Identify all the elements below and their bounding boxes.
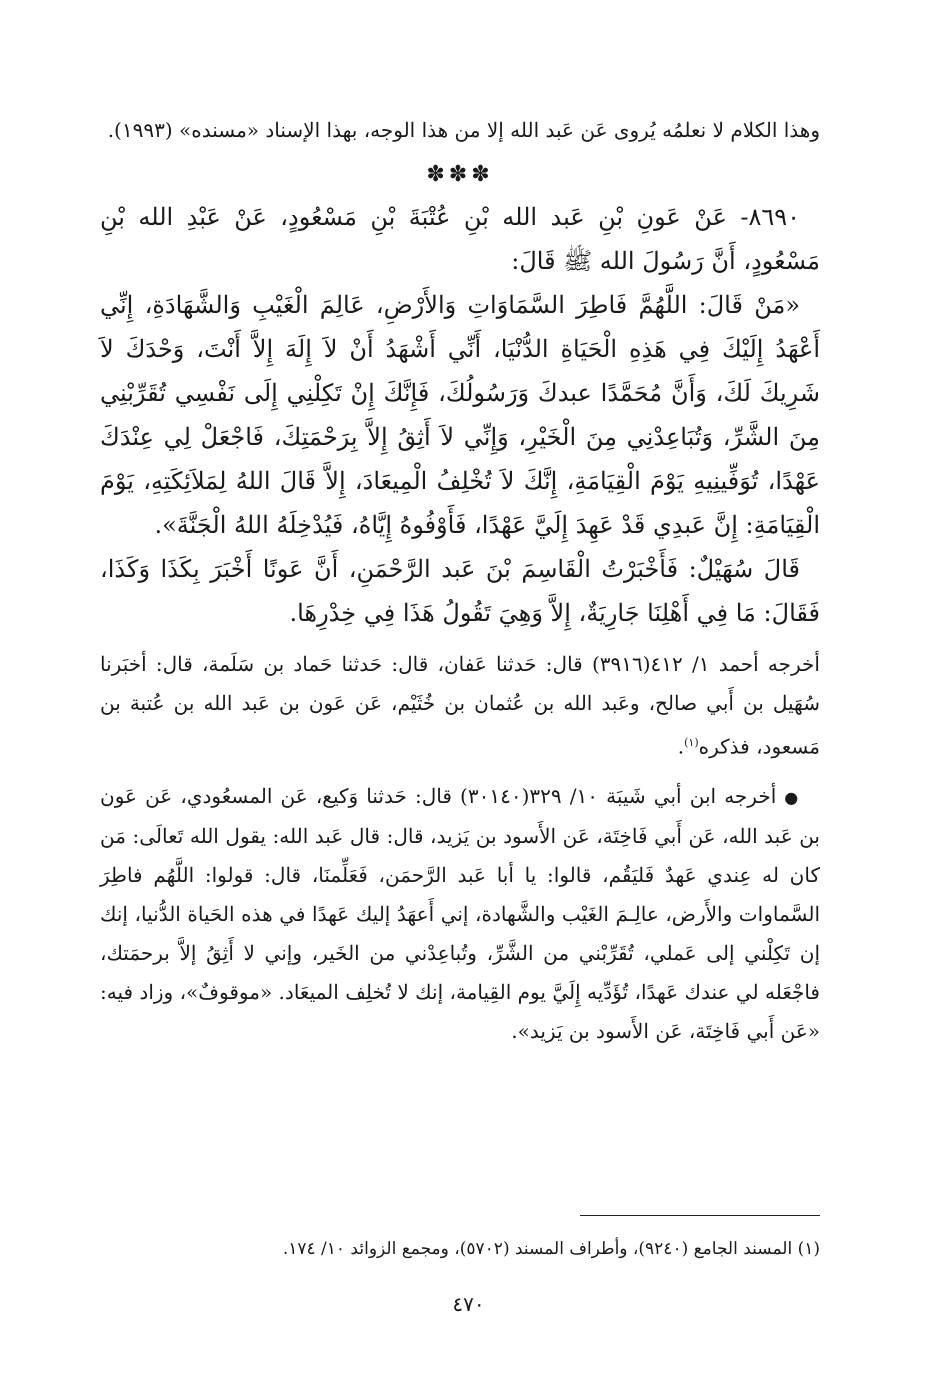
takhrij-ibn-abi-shaybah-text: أخرجه ابن أبي شَيبَة ١٠/ ٣٢٩(٣٠١٤٠) قال: حَدثنا وَكيع، عَن المسعُودي، عَن عَون بن عَبد الله، عَن أَبي فَاخِتَة، عَن الأَسود بن يَزيد، قال: قال عَبد الله: يقول الله تَعالَى: مَن كان له عِندي عَهدٌ فَليَقُم، قالوا: يا أبا عَبد الرَّحمَن، فَعَلِّمنَا، قال: قولوا: اللَّهُم فاطِرَ السَّماوات والأَرض، عالِـمَ الغَيْب والشَّهادة، إني أَعهَدُ إليك عَهدًا في هذه الحَياة الدُّنيا، إنك إن تَكِلْني إلى عَملي، تُقَرِّبْني من الشَّرِّ، وتُباعِدْني من الخَير، وإني لا أَثِقُ إلاَّ برحمَتك، فاجْعَله لي عندك عَهدًا، تُؤَدِّيه إِلَيَّ يوم القِيامة، إنك لا تُخلِف الميعَاد. «موقوفٌ»، وزاد فيه: «عَن أَبي فَاخِتَة، عَن الأَسود بن يَزيد». (100, 783, 820, 1043)
hadith-isnad: ٨٦٩٠- عَنْ عَونِ بْنِ عَبد الله بْنِ عُتْبَةَ بْنِ مَسْعُودٍ، عَنْ عَبْدِ الله بْنِ مَسْعُودٍ، أَنَّ رَسُولَ الله ﷺ قَالَ: (100, 203, 820, 275)
page-number: ٤٧٠ (452, 1292, 485, 1316)
takhrij-ahmad-end: . (677, 734, 685, 759)
takhrij-ahmad-text: أخرجه أحمد ١/ ٤١٢(٣٩١٦) قال: حَدثنا عَفان، قال: حَدثنا حَماد بن سَلَمة، قال: أخبَرنا سُهَيل بن أَبي صالح، وعَبد الله بن عُثمان بن خُثَيْم، عَن عَون بن عَبد الله بن عُتبة بن مَسعود، فذكره (100, 652, 820, 759)
footnote: (١) المسند الجامع (٩٢٤٠)، وأطراف المسند (٥٧٠٢)، ومجمع الزوائد ١٠/ ١٧٤. (282, 1239, 820, 1259)
takhrij-ahmad (100, 645, 820, 767)
page-body (100, 110, 820, 1051)
hadith-suhayl-note: قَالَ سُهَيْلٌ: فَأَخْبَرْتُ الْقَاسِمَ بْنَ عَبد الرَّحْمَنِ، أَنَّ عَونًا أَخْبَرَ بِكَذَا وَكَذَا، فَقَالَ: مَا فِي أَهْلِنَا جَارِيَةٌ، إِلاَّ وَهِيَ تَقُولُ هَذَا فِي خِدْرِهَا. (100, 555, 820, 627)
section-separator: ✽✽✽ (426, 162, 494, 187)
bullet-icon: ● (784, 787, 800, 807)
hadith-matn: «مَنْ قَالَ: اللَّهُمَّ فَاطِرَ السَّمَاوَاتِ وَالأَرْضِ، عَالِمَ الْغَيْبِ وَالشَّهَادَةِ، إِنِّي أَعْهَدُ إِلَيْكَ فِي هَذِهِ الْحَيَاةِ الدُّنْيَا، أَنِّي أَشْهَدُ أَنْ لاَ إِلَهَ إِلاَّ أَنْتَ، وَحْدَكَ لاَ شَرِيكَ لَكَ، وَأَنَّ مُحَمَّدًا عبدكَ وَرَسُولُكَ، فَإِنَّكَ إِنْ تَكِلْنِي إِلَى نَفْسِي تُقَرِّبْنِي مِنَ الشَّرِّ، وَتُبَاعِدْنِي مِنَ الْخَيْرِ، وَإِنِّي لاَ أَثِقُ إِلاَّ بِرَحْمَتِكَ، فَاجْعَلْ لِي عِنْدَكَ عَهْدًا، تُوَفِّينِيهِ يَوْمَ الْقِيَامَةِ، إِنَّكَ لاَ تُخْلِفُ الْمِيعَادَ، إِلاَّ قَالَ اللهُ لِمَلاَئِكَتِهِ، يَوْمَ الْقِيَامَةِ: إِنَّ عَبدِي قَدْ عَهِدَ إِلَيَّ عَهْدًا، فَأَوْفُوهُ إِيَّاهُ، فَيُدْخِلَهُ اللهُ الْجَنَّةَ». (100, 291, 821, 539)
footnote-divider (580, 1215, 820, 1216)
intro-paragraph: وهذا الكلام لا نعلمُه يُروى عَن عَبد الله إلا من هذا الوجه، بهذا الإسناد «مسنده» (١٩٩٣). (107, 118, 820, 142)
takhrij-ibn-abi-shaybah (100, 777, 820, 1051)
footnote-ref[interactable]: (١) (684, 736, 699, 749)
